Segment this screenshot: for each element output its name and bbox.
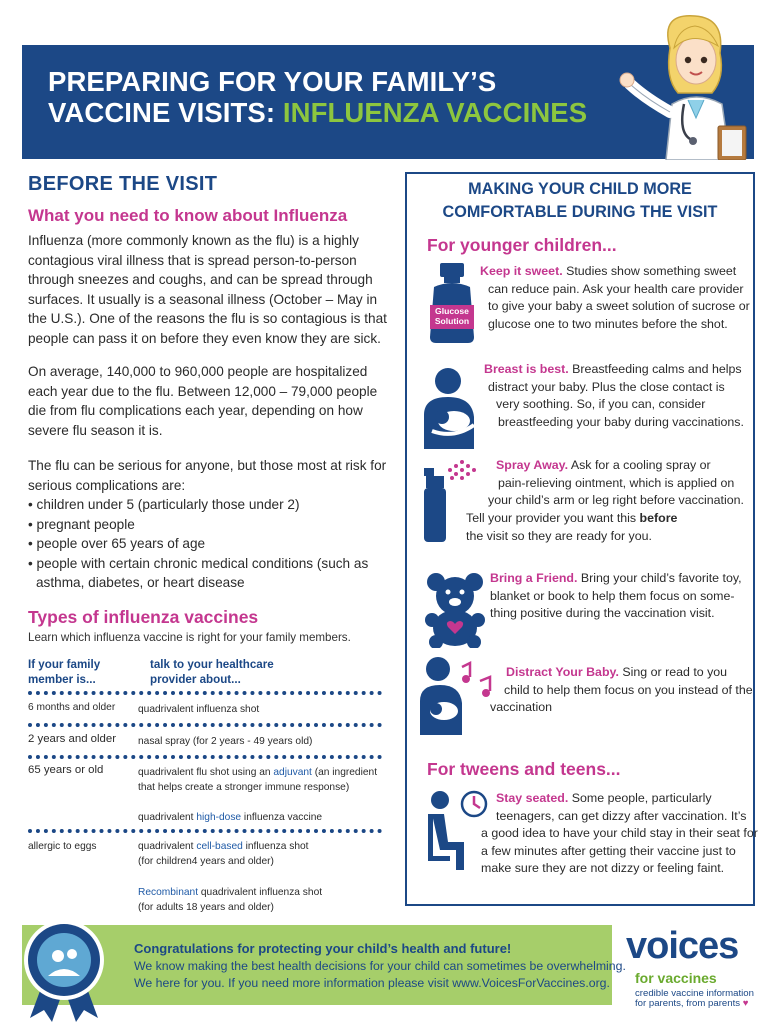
tip-stay-seated-cont: a good idea to have your child stay in their seat for a few minutes after getting their vaccine just to make sure they are not dizzy or feeling faint. <box>481 826 758 875</box>
influenza-paragraph-3: The flu can be serious for anyone, but those most at risk for serious complications are: • children under 5 (particularly those under 2) • pregnant people • people over 65 years of age • people with certain chronic medical conditions (such as asthma, diabetes, or heart disease <box>28 456 388 593</box>
tip-stay-seated: Stay seated. Some people, particularly teenagers, can get dizzy after vaccination. It’s <box>496 791 747 823</box>
tip-keep-sweet: Keep it sweet. Studies show something sweet can reduce pain. Ask your health care provider to give your baby a sweet solution of sucrose or glucose one to two minutes before the shot. <box>480 264 750 331</box>
row-divider <box>28 755 382 759</box>
table-cell-vaccine: quadrivalent influenza shot <box>138 704 260 715</box>
tip-bring-friend: Bring a Friend. Bring your child’s favorite toy, blanket or book to help them focus on some- thing positive during the vaccination visit. <box>490 571 742 620</box>
vaccine-types-heading: Types of influenza vaccines <box>28 607 259 627</box>
table-cell-vaccine: nasal spray (for 2 years - 49 years old) <box>138 736 313 747</box>
heart-icon: ♥ <box>742 998 749 1009</box>
table-header-provider: talk to your healthcare provider about... <box>150 658 274 686</box>
row-divider <box>28 723 382 727</box>
glucose-label: Glucose Solution <box>434 306 470 326</box>
table-cell-age: 2 years and older <box>28 733 117 745</box>
influenza-paragraph-1: Influenza (more commonly known as the flu) is a highly contagious viral illness that is spread person-to-person through sneezes and coughs, and can be spread through surfaces. It usually is a seasonal illness (October – May in the U.S.). One of the reasons the flu is so contagious is that people can pass it on before they even know they are sick. <box>28 233 387 346</box>
footer-congrats: Congratulations for protecting your child’s health and future! <box>134 941 512 956</box>
singing-parent-icon <box>418 655 496 735</box>
comfort-tips-title: MAKING YOUR CHILD MORE COMFORTABLE DURING THE VISIT <box>442 180 718 221</box>
tip-breast-best: Breast is best. Breastfeeding calms and helps distract your baby. Plus the close contact is very soothing. So, if you can, consider breastfeeding your baby during vaccinations. <box>484 362 744 429</box>
row-divider <box>28 691 382 695</box>
footer-line-2: We know making the best health decisions for your child can sometimes be overwhelming. <box>134 959 626 973</box>
table-cell-vaccine: quadrivalent high-dose influenza vaccine <box>138 812 323 823</box>
glucose-bottle-icon <box>426 263 478 343</box>
risk-list-item: • children under 5 (particularly those under 2) <box>28 497 300 512</box>
title-line-2: VACCINE VISITS: INFLUENZA VACCINES <box>48 97 588 128</box>
influenza-paragraph-2: On average, 140,000 to 960,000 people are hospitalized each year due to the flu. Between 12,000 – 79,000 people die from flu complications each year, depending on how severe flu season it is. <box>28 364 378 438</box>
table-cell-vaccine: Recombinant quadrivalent influenza shot (for adults 18 years and older) <box>138 887 323 913</box>
doctor-illustration <box>600 8 760 160</box>
risk-list-item: • people with certain chronic medical conditions (such as <box>28 555 369 571</box>
table-cell-vaccine: quadrivalent cell-based influenza shot (for children4 years and older) <box>138 841 309 867</box>
teddy-bear-icon <box>424 572 486 648</box>
recombinant-link[interactable]: Recombinant <box>138 887 199 898</box>
tip-spray-away: Spray Away. Ask for a cooling spray or pain-relieving ointment, which is applied on your child’s arm or leg right before vaccination. <box>488 458 744 507</box>
breastfeeding-icon <box>418 365 482 449</box>
table-header-family: If your family member is... <box>28 658 101 686</box>
younger-children-heading: For younger children... <box>427 235 617 255</box>
risk-list-item: asthma, diabetes, or heart disease <box>36 575 245 590</box>
tweens-teens-heading: For tweens and teens... <box>427 759 621 779</box>
adjuvant-link[interactable]: adjuvant <box>273 767 312 778</box>
table-cell-age: 6 months and older <box>28 702 116 713</box>
tip-distract-baby: Distract Your Baby. Sing or read to you child to help them focus on you instead of the vaccination <box>490 665 753 714</box>
table-cell-age: 65 years or old <box>28 764 104 776</box>
title-highlight: INFLUENZA VACCINES <box>282 97 588 128</box>
title-line-1: PREPARING FOR YOUR FAMILY’S <box>48 66 497 97</box>
risk-list-item: • pregnant people <box>28 516 135 532</box>
award-ribbon-icon <box>8 910 120 1022</box>
high-dose-link[interactable]: high-dose <box>196 812 242 823</box>
voices-logo: voices <box>626 925 739 967</box>
row-divider <box>28 829 382 833</box>
logo-tagline-1: credible vaccine information <box>635 988 754 999</box>
tip-spray-away-cont: Tell your provider you want this before the visit so they are ready for you. <box>466 511 678 543</box>
influenza-info-heading: What you need to know about Influenza <box>28 206 348 225</box>
table-cell-age: allergic to eggs <box>28 841 97 852</box>
cell-based-link[interactable]: cell-based <box>196 841 243 852</box>
risk-list-item: • people over 65 years of age <box>28 536 206 551</box>
page-title <box>48 66 648 128</box>
logo-tagline-2: for parents, from parents ♥ <box>635 998 749 1009</box>
footer-line-3[interactable]: We here for you. If you need more information please visit www.VoicesForVaccines.org. <box>134 976 610 990</box>
before-visit-heading: BEFORE THE VISIT <box>28 173 218 195</box>
vaccine-types-subtitle: Learn which influenza vaccine is right for your family members. <box>28 631 351 644</box>
logo-subtitle: for vaccines <box>635 970 717 986</box>
table-cell-vaccine: quadrivalent flu shot using an adjuvant (an ingredient that helps create a stronger immune response) <box>138 767 378 793</box>
